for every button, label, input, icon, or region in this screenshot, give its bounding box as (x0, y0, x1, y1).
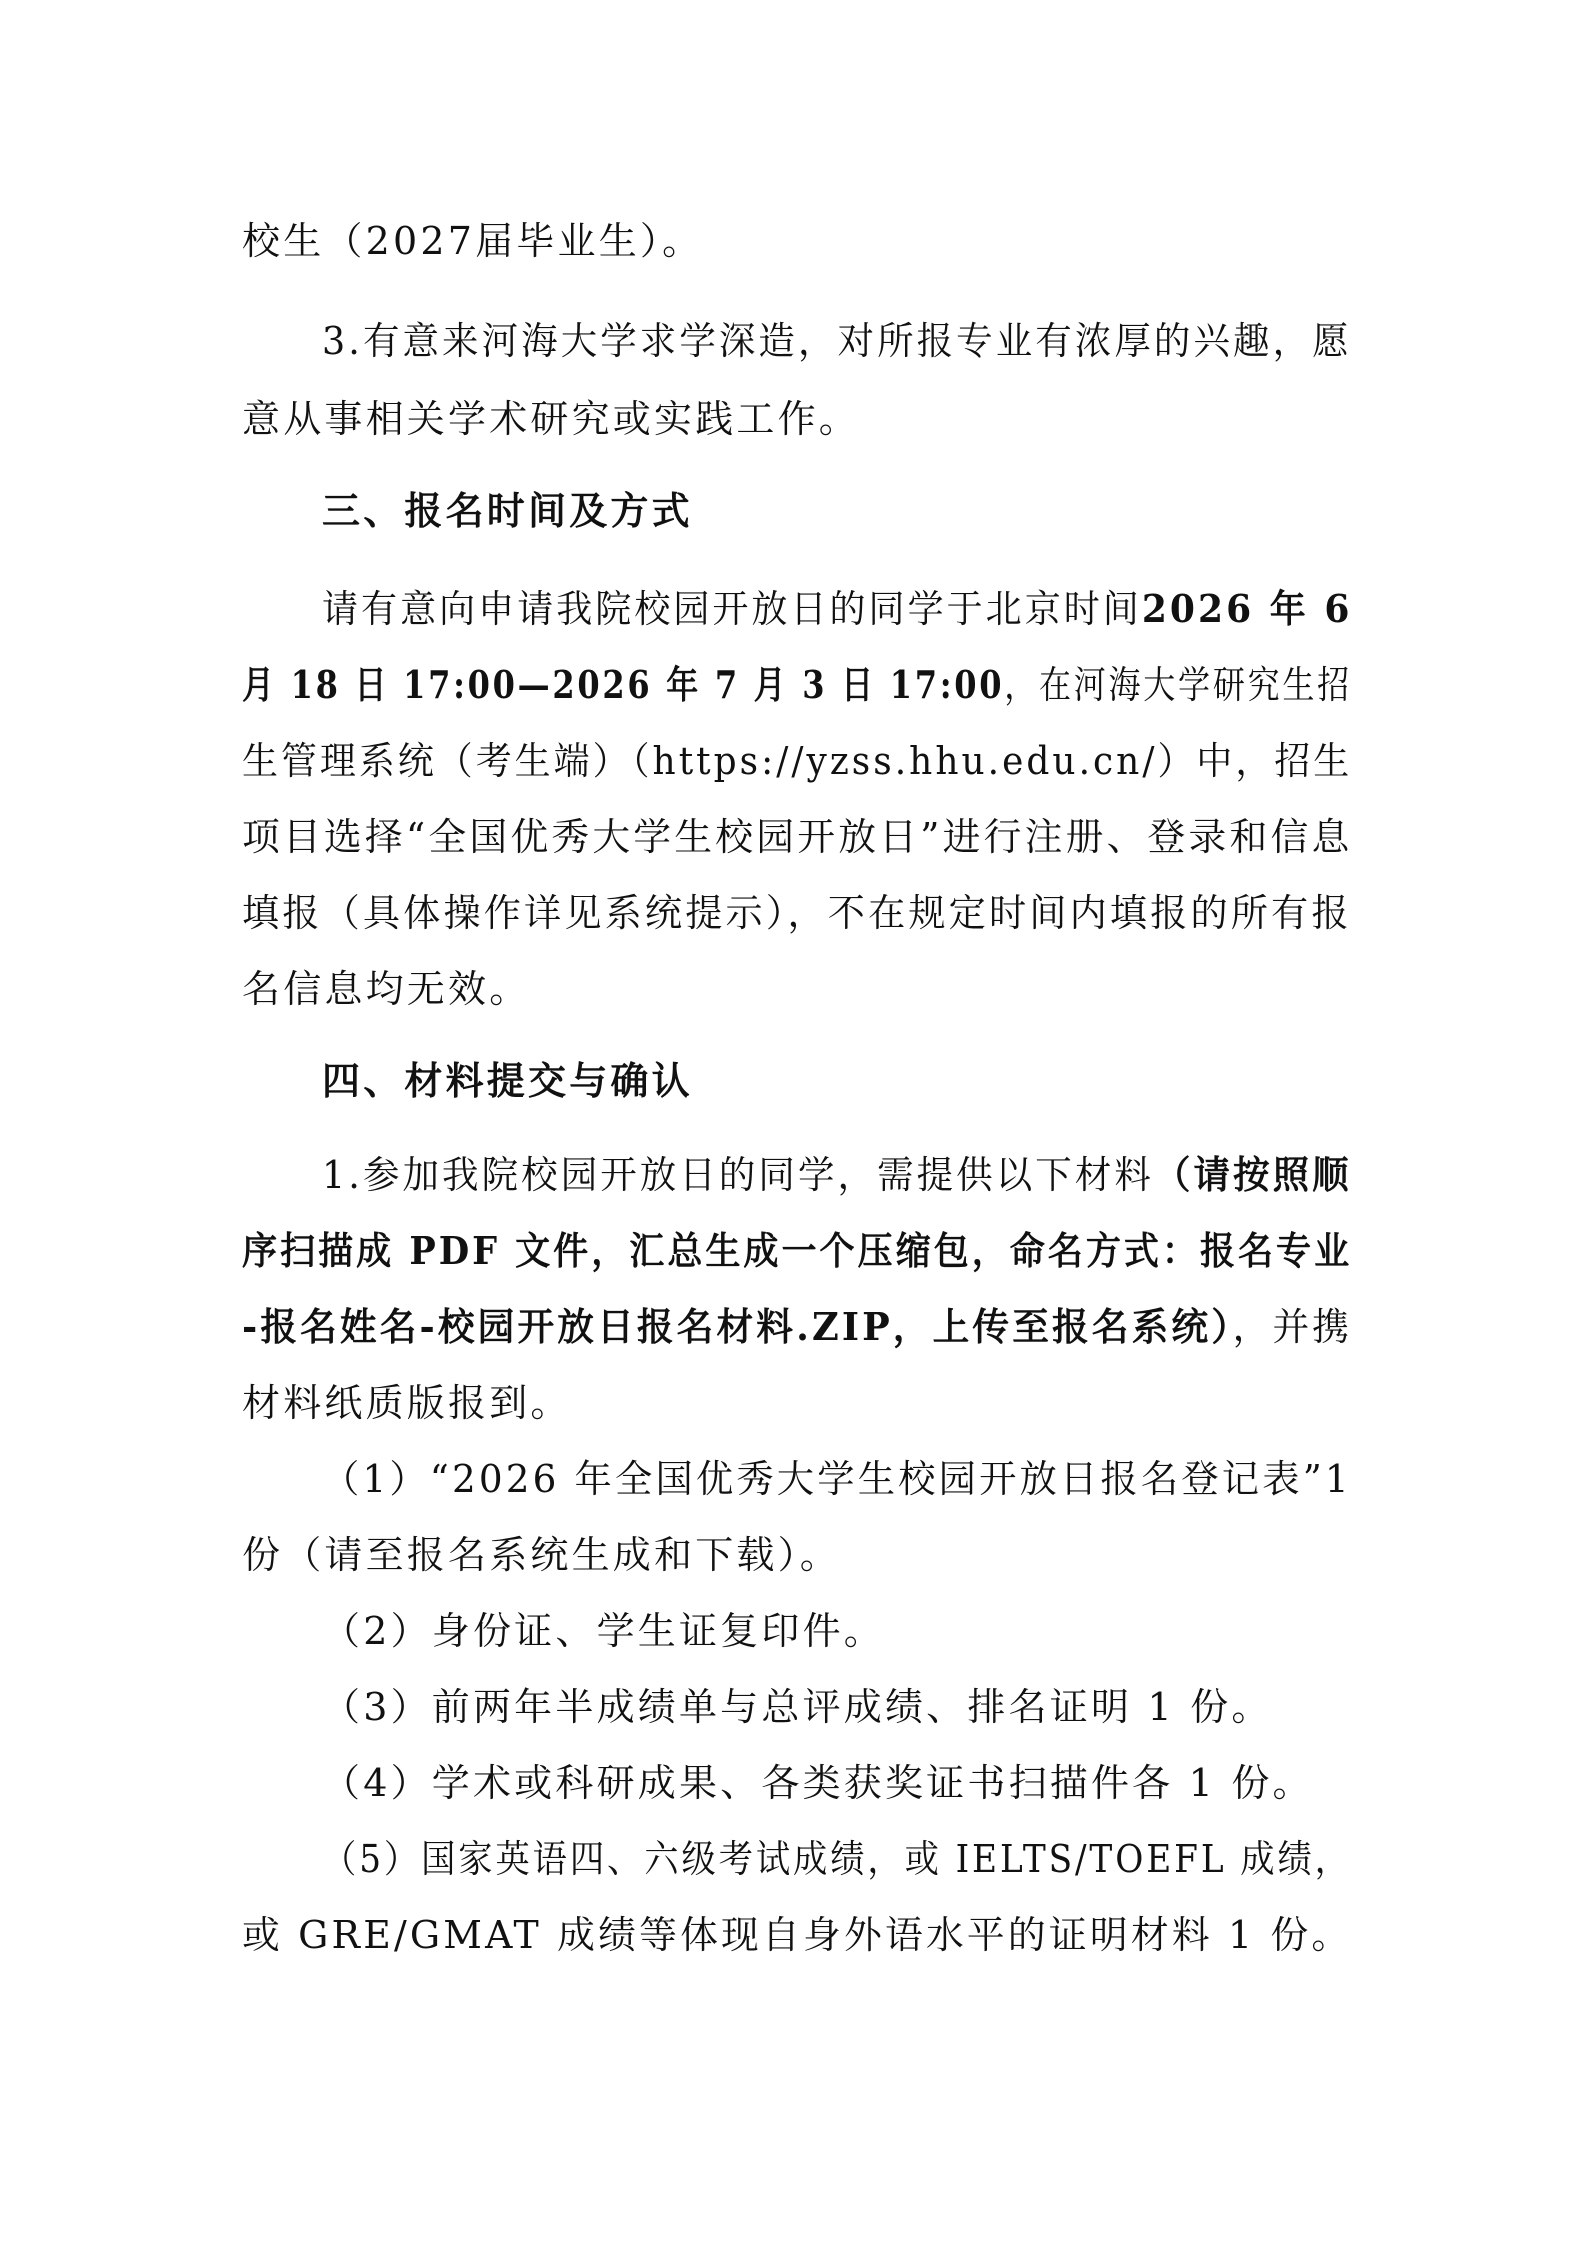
material-5-line-1: （5）国家英语四、六级考试成绩，或 IELTS/TOEFL 成绩， (322, 1837, 1352, 1881)
section-4-p1-line-2: 序扫描成 PDF 文件，汇总生成一个压缩包，命名方式：报名专业 (242, 1228, 1353, 1273)
section-3-heading: 三、报名时间及方式 (322, 488, 693, 533)
section-3-line-5: 填报（具体操作详见系统提示），不在规定时间内填报的所有报 (242, 891, 1352, 935)
material-4: （4）学术或科研成果、各类获奖证书扫描件各 1 份。 (322, 1761, 1314, 1805)
section-3-line-4: 项目选择“全国优秀大学生校园开放日”进行注册、登录和信息 (242, 815, 1353, 859)
material-1-line-1: （1）“2026 年全国优秀大学生校园开放日报名登记表”1 (322, 1457, 1352, 1501)
section-4-p1-line-3: -报名姓名-校园开放日报名材料.ZIP，上传至报名系统），并携 (242, 1304, 1353, 1349)
section-4-p1-line-1: 1.参加我院校园开放日的同学，需提供以下材料（请按照顺 (322, 1152, 1352, 1197)
section-4-p1-line-4: 材料纸质版报到。 (242, 1381, 572, 1425)
item-3-line-1: 3.有意来河海大学求学深造，对所报专业有浓厚的兴趣，愿 (322, 319, 1352, 363)
item-3-line-2: 意从事相关学术研究或实践工作。 (242, 397, 861, 441)
section-4-heading: 四、材料提交与确认 (322, 1058, 693, 1103)
material-1-line-2: 份（请至报名系统生成和下载）。 (242, 1533, 842, 1577)
section-3-line-3: 生管理系统（考生端）（https://yzss.hhu.edu.cn/）中，招生 (242, 739, 1353, 783)
material-2: （2）身份证、学生证复印件。 (322, 1609, 885, 1653)
section-3-line-2: 月 18 日 17:00—2026 年 7 月 3 日 17:00，在河海大学研究生招 (242, 662, 1352, 707)
section-3-line-6: 名信息均无效。 (242, 967, 531, 1011)
continued-line: 校生（2027届毕业生）。 (242, 219, 704, 263)
material-3: （3）前两年半成绩单与总评成绩、排名证明 1 份。 (322, 1685, 1273, 1729)
material-5-line-2: 或 GRE/GMAT 成绩等体现自身外语水平的证明材料 1 份。 (242, 1913, 1353, 1957)
section-3-line-1: 请有意向申请我院校园开放日的同学于北京时间2026 年 6 (322, 586, 1353, 631)
